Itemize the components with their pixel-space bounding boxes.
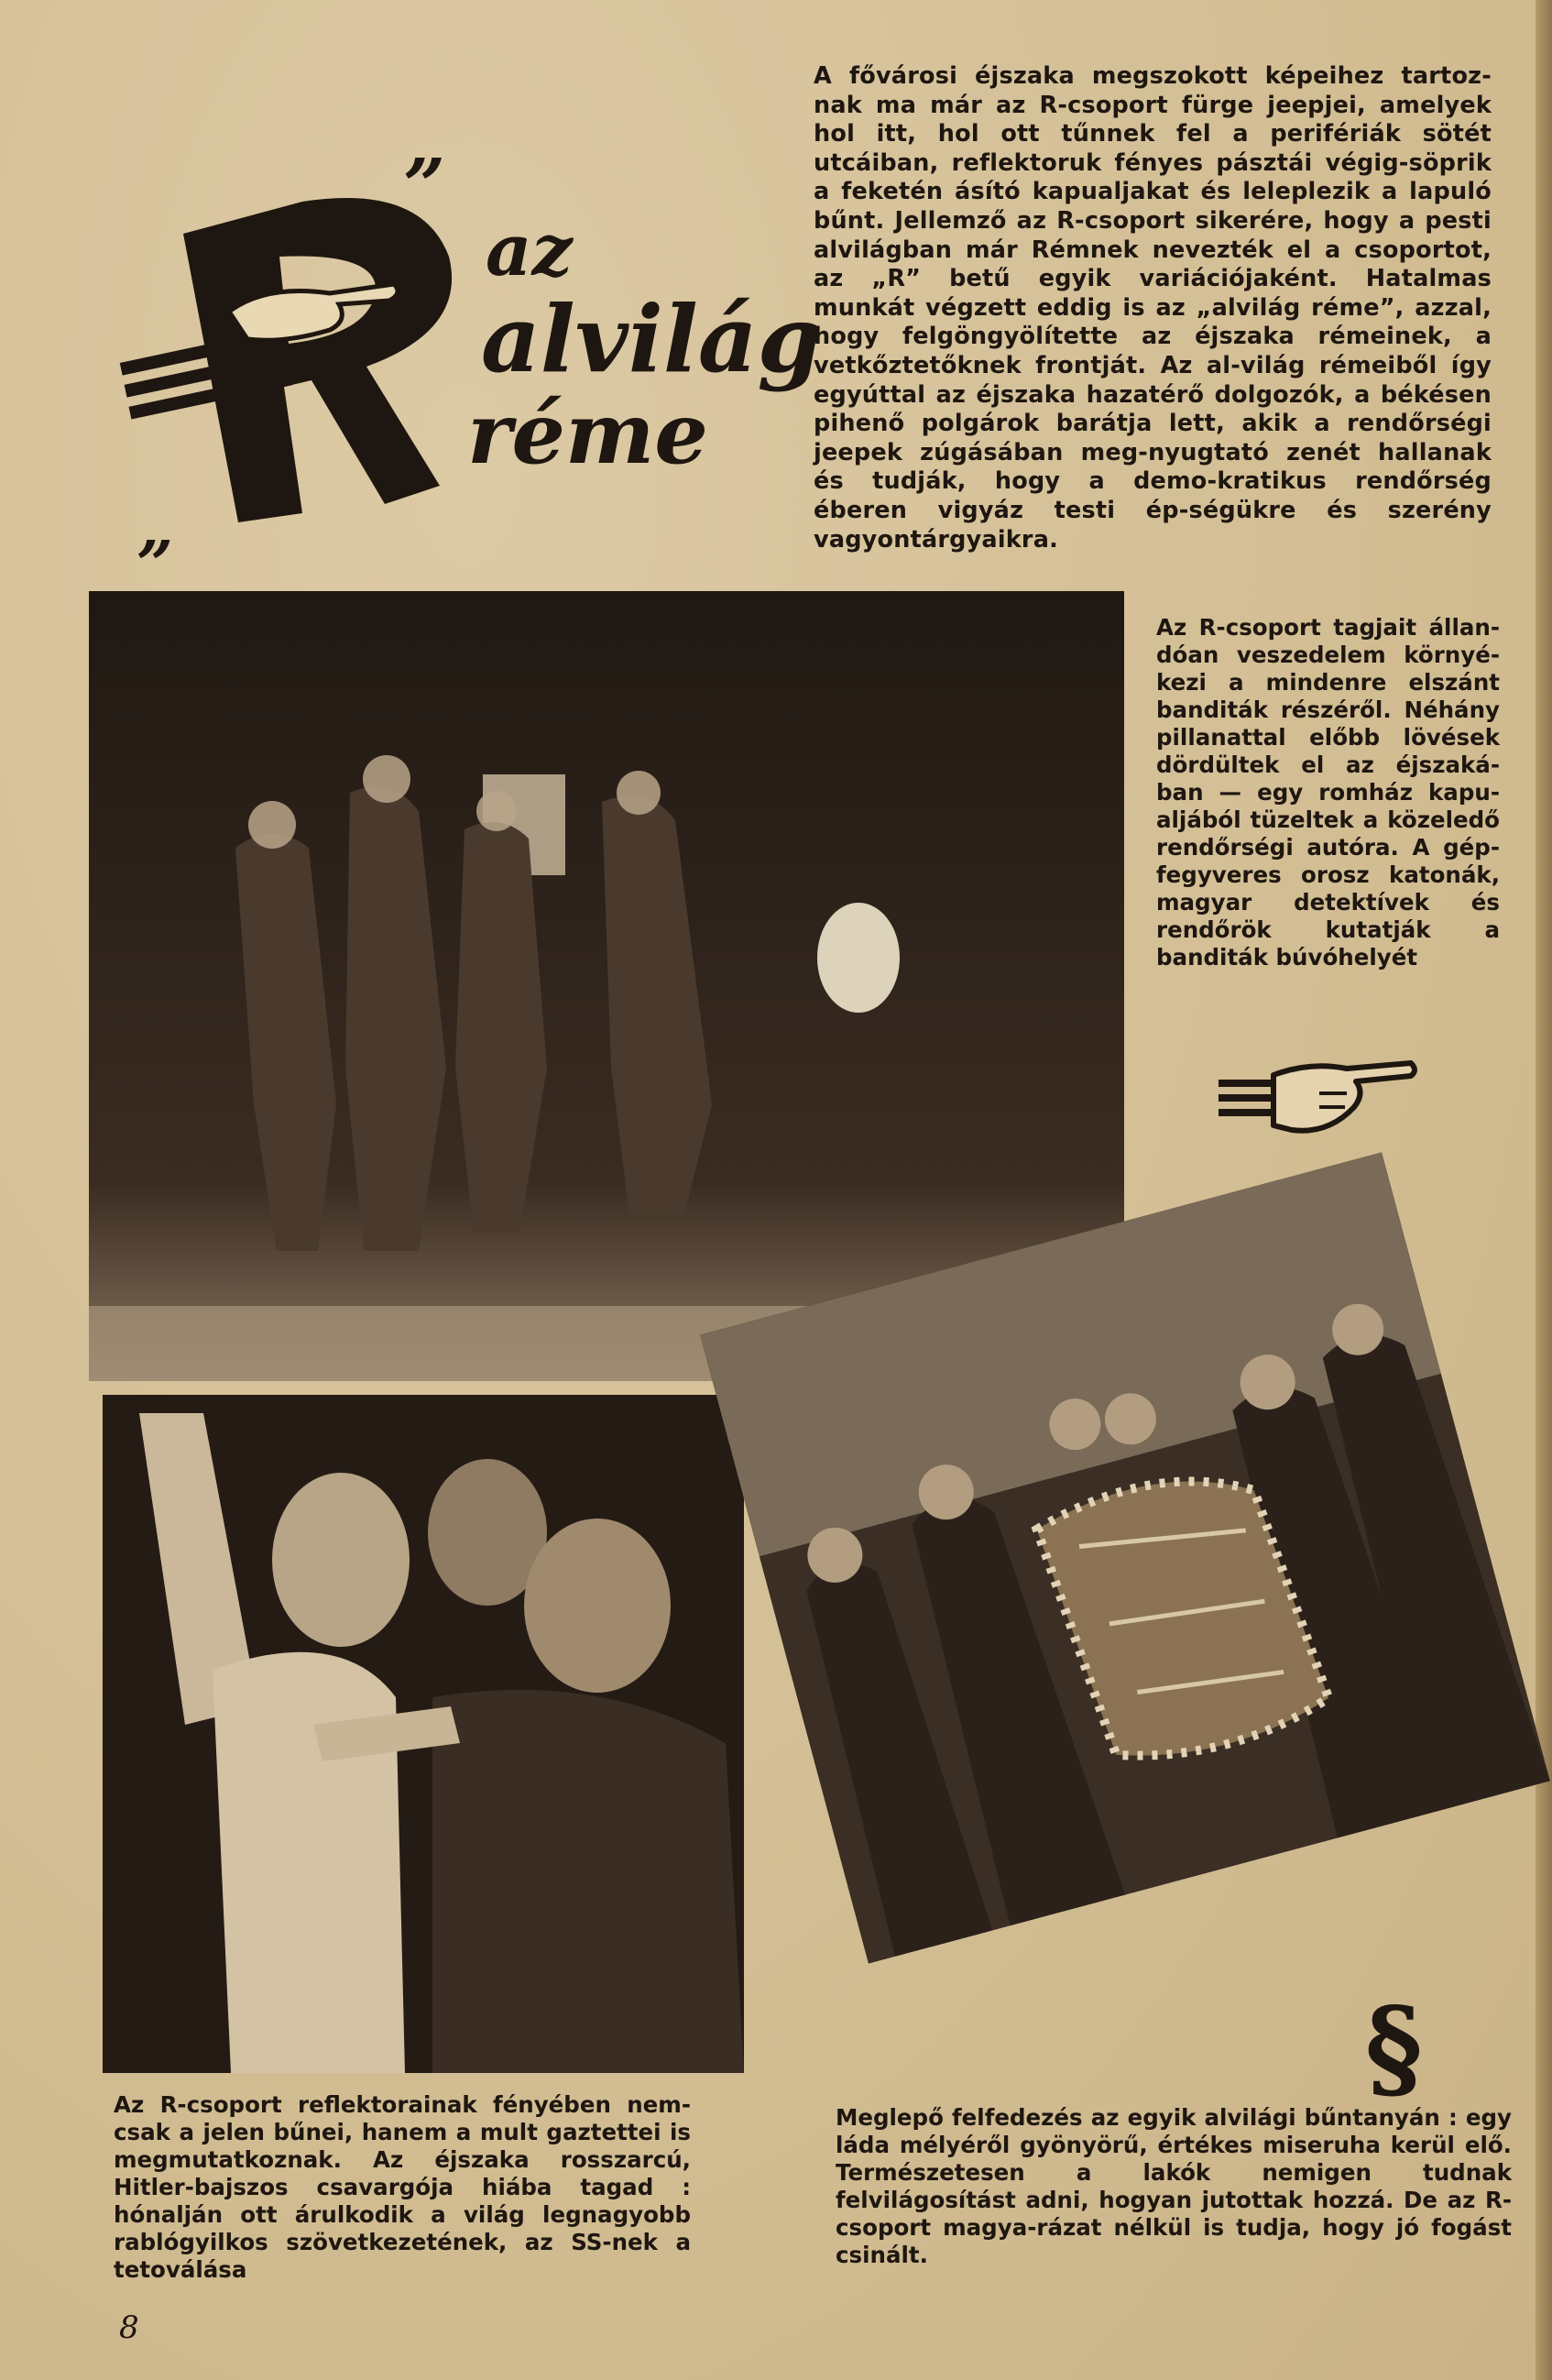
- section-sign-icon: §: [1365, 1983, 1423, 2112]
- title-word-reme: réme: [467, 384, 708, 483]
- intro-paragraph: A fővárosi éjszaka megszokott képeihez tartoz-nak ma már az R-csoport fürge jeepjei, amelyek hol itt, hol ott tűnnek fel a perifériák sötét utcáiban, reflektoruk fényes pásztái végig-söprik a feketén ásító kapualjakat és leleplezik a lapuló bűnt. Jellemző az R-csoport sikerére, hogy a pesti alvilágban már Rémnek nevezték el a csoportot, az „R” betű egyik variációjaként. Hatalmas munkát végzett eddig is az „alvilág réme”, azzal, hogy felgöngyölítette az éjszaka rémeinek, a vetkőztetőknek frontját. Az al-világ rémeiből így egyúttal az éjszaka hazatérő dolgozók, a békésen pihenő polgárok barátja lett, akik a rendőrségi jeepek zúgásában meg-nyugtató zenét hallanak és tudják, hogy a demo-kratikus rendőrség éberen vigyáz testi ép-ségükre és szerény vagyontárgyaikra.: [814, 62, 1492, 554]
- pointing-hand-icon: [1219, 1052, 1420, 1153]
- photo-suspect-tattoo: [103, 1395, 744, 2073]
- title-word-alvilag: alvilág: [481, 285, 822, 393]
- title-lettering: [119, 142, 822, 565]
- page-number: 8: [119, 2309, 139, 2346]
- caption-right: Az R-csoport tagjait állan-dóan veszedelem környé-kezi a mindenre elszánt banditák részéről. Néhány pillanattal előbb lövések dördültek el az éjszaká-ban — egy romház kapu-aljából tüzeltek a közeledő rendőrségi autóra. A gép-fegyveres orosz katonák, magyar detektívek és rendőrök kutatják a banditák búvóhelyét: [1156, 614, 1500, 971]
- title-r-glyph: [120, 198, 452, 522]
- page-edge: [1536, 0, 1552, 2380]
- caption-bottom-left: Az R-csoport reflektorainak fényében nem-csak a jelen bűnei, hanem a mult gaztettei is megmutatkoznak. Az éjszaka rosszarcú, Hitler-bajszos csavargója hiába tagad : hónalján ott árulkodik a világ legnagyobb rablógyilkos szövetkezetének, az SS-nek a tetoválása: [114, 2091, 691, 2283]
- title-quote-open: „: [137, 489, 175, 565]
- article-title: [119, 142, 822, 565]
- caption-bottom-right: Meglepő felfedezés az egyik alvilági bűntanyán : egy láda mélyéről gyönyörű, értékes miseruha kerül elő. Természetesen a lakók nemigen tudnak felvilágosítást adni, hogyan jutottak hozzá. De az R-csoport magya-rázat nélkül is tudja, hogy jó fogást csinált.: [836, 2104, 1512, 2268]
- title-word-az: az: [486, 209, 573, 292]
- title-quote-close: ”: [403, 142, 446, 228]
